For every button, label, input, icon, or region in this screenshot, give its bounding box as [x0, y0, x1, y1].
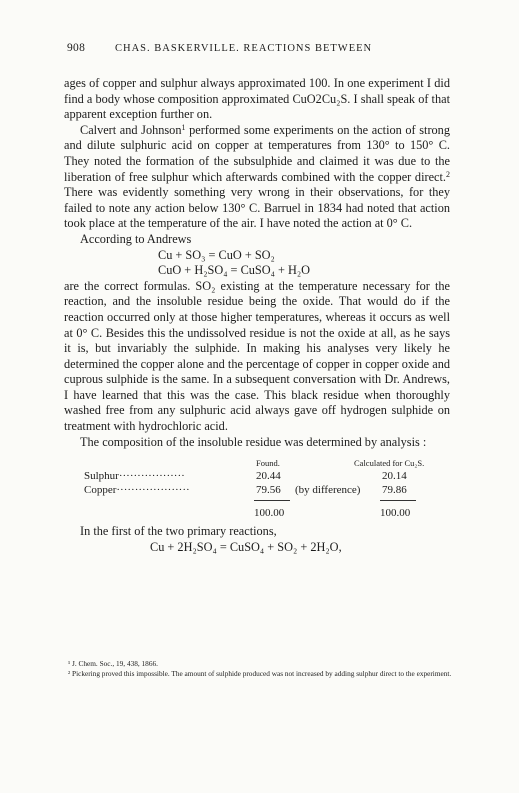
value-calc-copper: 79.86 [382, 484, 407, 497]
equation-1: Cu + SO₃ = CuO + SO₂ [158, 247, 275, 262]
sum-rule-found [254, 500, 290, 501]
footnote-ref: 2 [446, 169, 450, 179]
paragraph-calvert-johnson [64, 123, 450, 232]
equation-2: CuO + H₂SO₄ = CuSO₄ + H₂O [158, 263, 311, 278]
paragraph-primary-reactions: In the first of the two primary reactions, [80, 524, 277, 539]
body-text [64, 76, 450, 555]
note-by-difference: (by difference) [295, 484, 361, 497]
sum-rule-calc [380, 500, 416, 501]
page-number: 908 [67, 42, 86, 54]
equation-3: Cu + 2H₂SO₄ = CuSO₄ + SO₂ + 2H₂O, [150, 539, 342, 554]
total-calc: 100.00 [380, 507, 411, 520]
paragraph-continuation: ages of copper and sulphur always approximated 100. In one experiment I did find a body whose composition approximated CuO2Cu₂S. I shall speak of that apparent exception further on. [64, 76, 450, 122]
analysis-table [64, 456, 450, 524]
value-found-sulphur: 20.44 [256, 470, 281, 483]
paragraph-text: performed some experiments on the action of strong and dilute sulphuric acid on copper at temperatures from 130° to 150° C. They noted the formation of the subsulphide and claimed it was due to the liberation of free sulphur which afterwards combined with the copper direct. [64, 122, 450, 184]
running-title: CHAS. BASKERVILLE. REACTIONS BETWEEN [115, 43, 373, 54]
value-calc-sulphur: 20.14 [382, 470, 407, 483]
total-found: 100.00 [254, 507, 285, 520]
paragraph-andrews-intro: According to Andrews [80, 231, 192, 246]
paragraph-text: There was evidently something very wrong in their observations, for they failed to note any action below 130° C. Barruel in 1834 had noted that action took place at the temperature of the air. I have noted the action at 0° C. [64, 185, 450, 231]
paragraph-text: Calvert and Johnson [80, 122, 182, 137]
row-label-sulphur: Sulphur·················· [84, 470, 185, 483]
paragraph-correct-formulas: are the correct formulas. SO₂ existing at the temperature necessary for the reaction, and the insoluble residue being the oxide. That would do if the reaction occurred only at those higher temperatures, whereas it occurs as well at 0° C. Besides this the undissolved residue is not the oxide at all, as he says it is, but invariably the sulphide. In making his analyses very likely he determined the copper alone and the percentage of copper in copper oxide and cuprous sulphide is the same. In a subsequent conversation with Dr. Andrews, I have learned that this was the case. This black residue when thoroughly washed free from any sulphuric acid always gave off hydrogen sulphide on treatment with hydrochloric acid. [64, 278, 450, 434]
footnote-2: ² Pickering proved this impossible. The amount of sulphide produced was not increased by adding sulphur direct to the experiment. [68, 669, 452, 678]
value-found-copper: 79.56 [256, 484, 281, 497]
footnote-1: ¹ J. Chem. Soc., 19, 438, 1866. [68, 659, 158, 668]
row-label-copper: Copper···················· [84, 484, 190, 497]
footnote-ref: 1 [181, 122, 186, 132]
footnotes [68, 659, 452, 679]
column-header-calculated: Calculated for Cu₂S. [354, 458, 425, 469]
paragraph-composition: The composition of the insoluble residue was determined by analysis : [80, 434, 427, 449]
column-header-found: Found. [256, 458, 280, 469]
